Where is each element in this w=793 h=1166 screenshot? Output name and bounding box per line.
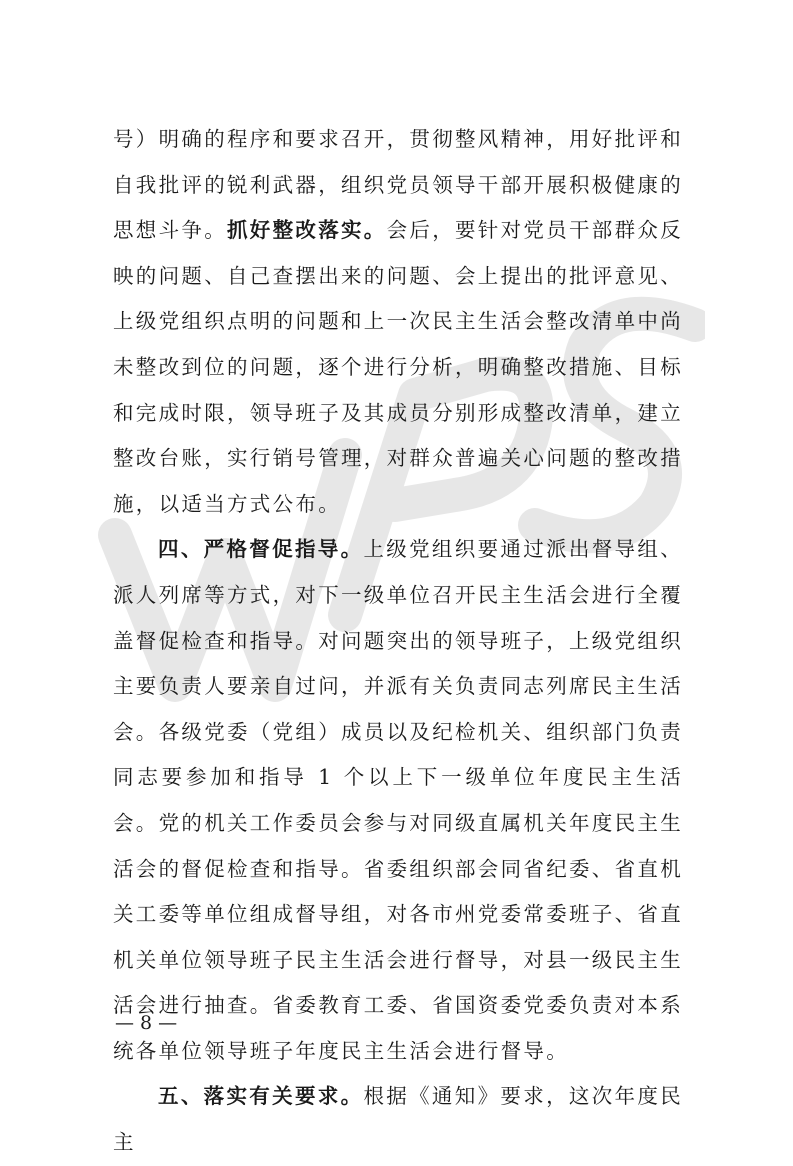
section-heading-4: 四、严格督促指导。 xyxy=(158,537,364,562)
section-heading-5: 五、落实有关要求。 xyxy=(158,1084,364,1109)
paragraph-text: 号）明确的程序和要求召开，贯彻整风精神，用好批评和自我批评的锐利武器，组织党员领导干部开展积极健康的思想斗争。 xyxy=(113,127,683,243)
heading-rectification: 抓好整改落实。 xyxy=(227,218,387,243)
paragraph-text: 上级党组织要通过派出督导组、派人列席等方式，对下一级单位召开民主生活会进行全覆盖督促检查和指导。对问题突出的领导班子，上级党组织主要负责人要亲自过问，并派有关负责同志列席民主生活会。各级党委（党组）成员以及纪检机关、组织部门负责同志要参加和指导 1 个以上下一级单位年度民主生活会。党的机关工作委员会参与对同级直属机关年度民主生活会的督促检查和指导。省委组织部会同省纪委、省直机关工委等单位组成督导组，对各市州党委常委班子、省直机关单位领导班子民主生活会进行督导，对县一级民主生活会进行抽查。省委教育工委、省国资委党委负责对本系统各单位领导班子年度民主生活会进行督导。 xyxy=(113,537,684,1063)
page-number: — 8 — xyxy=(115,1012,178,1034)
paragraph-intro-rectification xyxy=(113,117,683,527)
paragraph-text: 根据《通知》要求，这次年度民主 xyxy=(113,1084,684,1155)
paragraph-requirements xyxy=(113,1074,683,1165)
paragraph-text: 会后，要针对党员干部群众反映的问题、自己查摆出来的问题、会上提出的批评意见、上级党组织点明的问题和上一次民主生活会整改清单中尚未整改到位的问题，逐个进行分析，明确整改措施、目标和完成时限，领导班子及其成员分别形成整改清单，建立整改台账，实行销号管理，对群众普遍关心问题的整改措施，以适当方式公布。 xyxy=(113,218,684,516)
document-body xyxy=(113,117,683,1166)
paragraph-supervision xyxy=(113,527,683,1074)
